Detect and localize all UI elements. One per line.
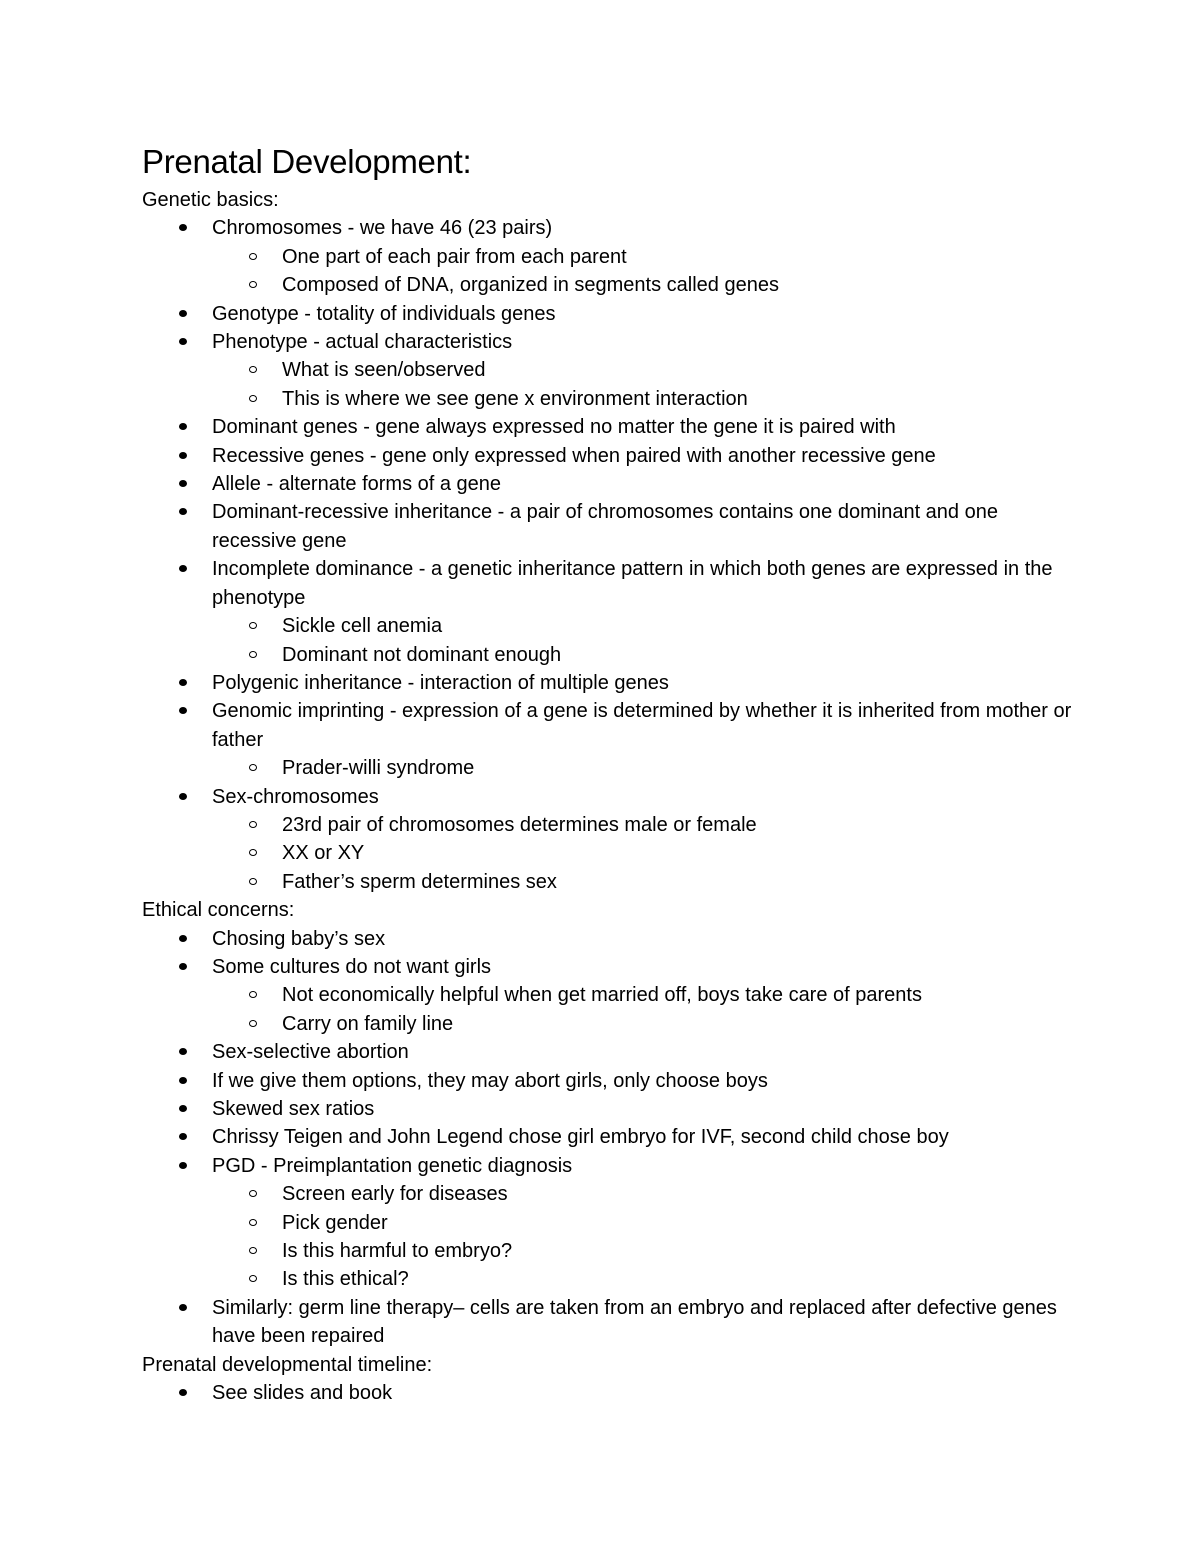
- list-item-text: Recessive genes - gene only expressed when paired with another recessive gene: [212, 444, 936, 467]
- list-item-text: Chromosomes - we have 46 (23 pairs): [212, 217, 553, 240]
- sub-list-item: [282, 1209, 1072, 1237]
- hollow-bullet-icon: [249, 1219, 257, 1226]
- sub-list-item: [282, 1180, 1072, 1208]
- filled-bullet-icon: [179, 1304, 187, 1311]
- filled-bullet-icon: [179, 452, 187, 459]
- filled-bullet-icon: [179, 935, 187, 942]
- list-item-text: Dominant-recessive inheritance - a pair of chromosomes contains one dominant and one recessive gene: [212, 501, 998, 552]
- list-item-text: Sex-chromosomes: [212, 785, 379, 808]
- sub-bullet-list: [212, 981, 1072, 1038]
- list-item-text: Some cultures do not want girls: [212, 955, 492, 978]
- sub-list-item-text: One part of each pair from each parent: [282, 245, 627, 268]
- sub-list-item: [282, 754, 1072, 782]
- list-item-text: Skewed sex ratios: [212, 1098, 375, 1120]
- sub-list-item: [282, 356, 1072, 384]
- bullet-list: [142, 214, 1072, 896]
- sub-list-item-text: What is seen/observed: [282, 359, 486, 382]
- sub-list-item: [282, 839, 1072, 867]
- list-item: [212, 555, 1072, 669]
- sub-list-item-text: Sickle cell anemia: [282, 615, 443, 638]
- hollow-bullet-icon: [249, 991, 257, 998]
- filled-bullet-icon: [179, 793, 187, 800]
- filled-bullet-icon: [179, 1162, 187, 1169]
- list-item: [212, 1152, 1072, 1294]
- sub-list-item: [282, 612, 1072, 640]
- list-item: [212, 1038, 1072, 1066]
- filled-bullet-icon: [179, 565, 187, 572]
- hollow-bullet-icon: [249, 1190, 257, 1197]
- list-item-text: Sex-selective abortion: [212, 1041, 409, 1064]
- list-item: [212, 470, 1072, 498]
- sub-bullet-list: [212, 243, 1072, 300]
- list-item: [212, 1095, 1072, 1123]
- sub-list-item: [282, 981, 1072, 1009]
- list-item: [212, 413, 1072, 441]
- list-item: [212, 1123, 1072, 1151]
- filled-bullet-icon: [179, 963, 187, 970]
- sub-list-item: [282, 811, 1072, 839]
- sub-list-item-text: Carry on family line: [282, 1012, 454, 1035]
- hollow-bullet-icon: [249, 764, 257, 771]
- sub-list-item: [282, 271, 1072, 299]
- sub-list-item-text: Screen early for diseases: [282, 1183, 508, 1206]
- list-item-text: Allele - alternate forms of a gene: [212, 473, 502, 496]
- section-heading: Genetic basics:: [142, 189, 279, 211]
- filled-bullet-icon: [179, 508, 187, 515]
- sub-list-item: [282, 641, 1072, 669]
- filled-bullet-icon: [179, 679, 187, 686]
- list-item-text: Dominant genes - gene always expressed no matter the gene it is paired with: [212, 416, 896, 439]
- list-item: [212, 214, 1072, 299]
- hollow-bullet-icon: [249, 1020, 257, 1027]
- list-item-text: Incomplete dominance - a genetic inheritance pattern in which both genes are expressed in the phenotype: [212, 558, 1053, 609]
- sub-bullet-list: [212, 1180, 1072, 1294]
- list-item-text: Phenotype - actual characteristics: [212, 331, 513, 354]
- list-item-text: PGD - Preimplantation genetic diagnosis: [212, 1154, 573, 1177]
- sub-list-item-text: Not economically helpful when get married off, boys take care of parents: [282, 984, 922, 1007]
- hollow-bullet-icon: [249, 253, 257, 260]
- section-heading: Prenatal developmental timeline:: [142, 1353, 433, 1376]
- hollow-bullet-icon: [249, 878, 257, 885]
- filled-bullet-icon: [179, 338, 187, 345]
- list-item: [212, 953, 1072, 1038]
- page-title: Prenatal Development:: [142, 143, 472, 180]
- filled-bullet-icon: [179, 707, 187, 714]
- list-item-text: Genotype - totality of individuals genes: [212, 302, 556, 325]
- filled-bullet-icon: [179, 423, 187, 430]
- list-item: [212, 498, 1072, 555]
- filled-bullet-icon: [179, 1133, 187, 1140]
- list-item: [212, 300, 1072, 328]
- list-item-text: Genomic imprinting - expression of a gene is determined by whether it is inherited from mother or father: [212, 700, 1072, 751]
- hollow-bullet-icon: [249, 366, 257, 373]
- sub-list-item-text: Composed of DNA, organized in segments called genes: [282, 274, 779, 297]
- sub-bullet-list: [212, 754, 1072, 782]
- sub-list-item-text: Dominant not dominant enough: [282, 643, 562, 666]
- list-item-text: Chrissy Teigen and John Legend chose girl embryo for IVF, second child chose boy: [212, 1126, 949, 1149]
- sub-list-item-text: 23rd pair of chromosomes determines male or female: [282, 813, 757, 836]
- filled-bullet-icon: [179, 1048, 187, 1055]
- sub-list-item-text: Is this harmful to embryo?: [282, 1240, 513, 1263]
- list-item: [212, 783, 1072, 897]
- bullet-list: [142, 925, 1072, 1351]
- list-item-text: Similarly: germ line therapy– cells are taken from an embryo and replaced after defective genes have been repaired: [212, 1296, 1057, 1348]
- list-item-text: If we give them options, they may abort girls, only choose boys: [212, 1069, 768, 1092]
- list-item-text: Chosing baby’s sex: [212, 927, 386, 950]
- list-item-text: Polygenic inheritance - interaction of multiple genes: [212, 671, 669, 694]
- hollow-bullet-icon: [249, 1275, 257, 1282]
- sub-list-item: [282, 1010, 1072, 1038]
- bullet-list: [142, 1379, 1072, 1407]
- list-item: [212, 925, 1072, 953]
- sub-bullet-list: [212, 612, 1072, 669]
- list-item: [212, 1067, 1072, 1095]
- hollow-bullet-icon: [249, 849, 257, 856]
- filled-bullet-icon: [179, 1077, 187, 1084]
- sub-list-item: [282, 385, 1072, 413]
- list-item: [212, 669, 1072, 697]
- filled-bullet-icon: [179, 480, 187, 487]
- filled-bullet-icon: [179, 1389, 187, 1396]
- list-item: [212, 328, 1072, 413]
- sub-list-item: [282, 868, 1072, 896]
- hollow-bullet-icon: [249, 395, 257, 402]
- document-body: [142, 140, 1072, 1407]
- list-item: [212, 442, 1072, 470]
- sub-bullet-list: [212, 356, 1072, 413]
- list-item: [212, 1294, 1072, 1351]
- sections-container: [142, 186, 1072, 1407]
- list-item-text: See slides and book: [212, 1382, 393, 1405]
- sub-list-item-text: This is where we see gene x environment interaction: [282, 387, 748, 410]
- sub-list-item-text: Pick gender: [282, 1211, 388, 1234]
- list-item: [212, 697, 1072, 782]
- filled-bullet-icon: [179, 1105, 187, 1112]
- hollow-bullet-icon: [249, 651, 257, 658]
- sub-list-item-text: XX or XY: [282, 842, 365, 865]
- sub-list-item-text: Father’s sperm determines sex: [282, 870, 557, 893]
- hollow-bullet-icon: [249, 1247, 257, 1254]
- sub-list-item: [282, 1237, 1072, 1265]
- sub-list-item: [282, 243, 1072, 271]
- sub-list-item-text: Prader-willi syndrome: [282, 757, 475, 780]
- sub-list-item-text: Is this ethical?: [282, 1268, 409, 1291]
- hollow-bullet-icon: [249, 622, 257, 629]
- sub-list-item: [282, 1265, 1072, 1293]
- hollow-bullet-icon: [249, 281, 257, 288]
- sub-bullet-list: [212, 811, 1072, 896]
- list-item: [212, 1379, 1072, 1407]
- hollow-bullet-icon: [249, 821, 257, 828]
- section-heading: Ethical concerns:: [142, 899, 295, 922]
- filled-bullet-icon: [179, 224, 187, 231]
- filled-bullet-icon: [179, 310, 187, 317]
